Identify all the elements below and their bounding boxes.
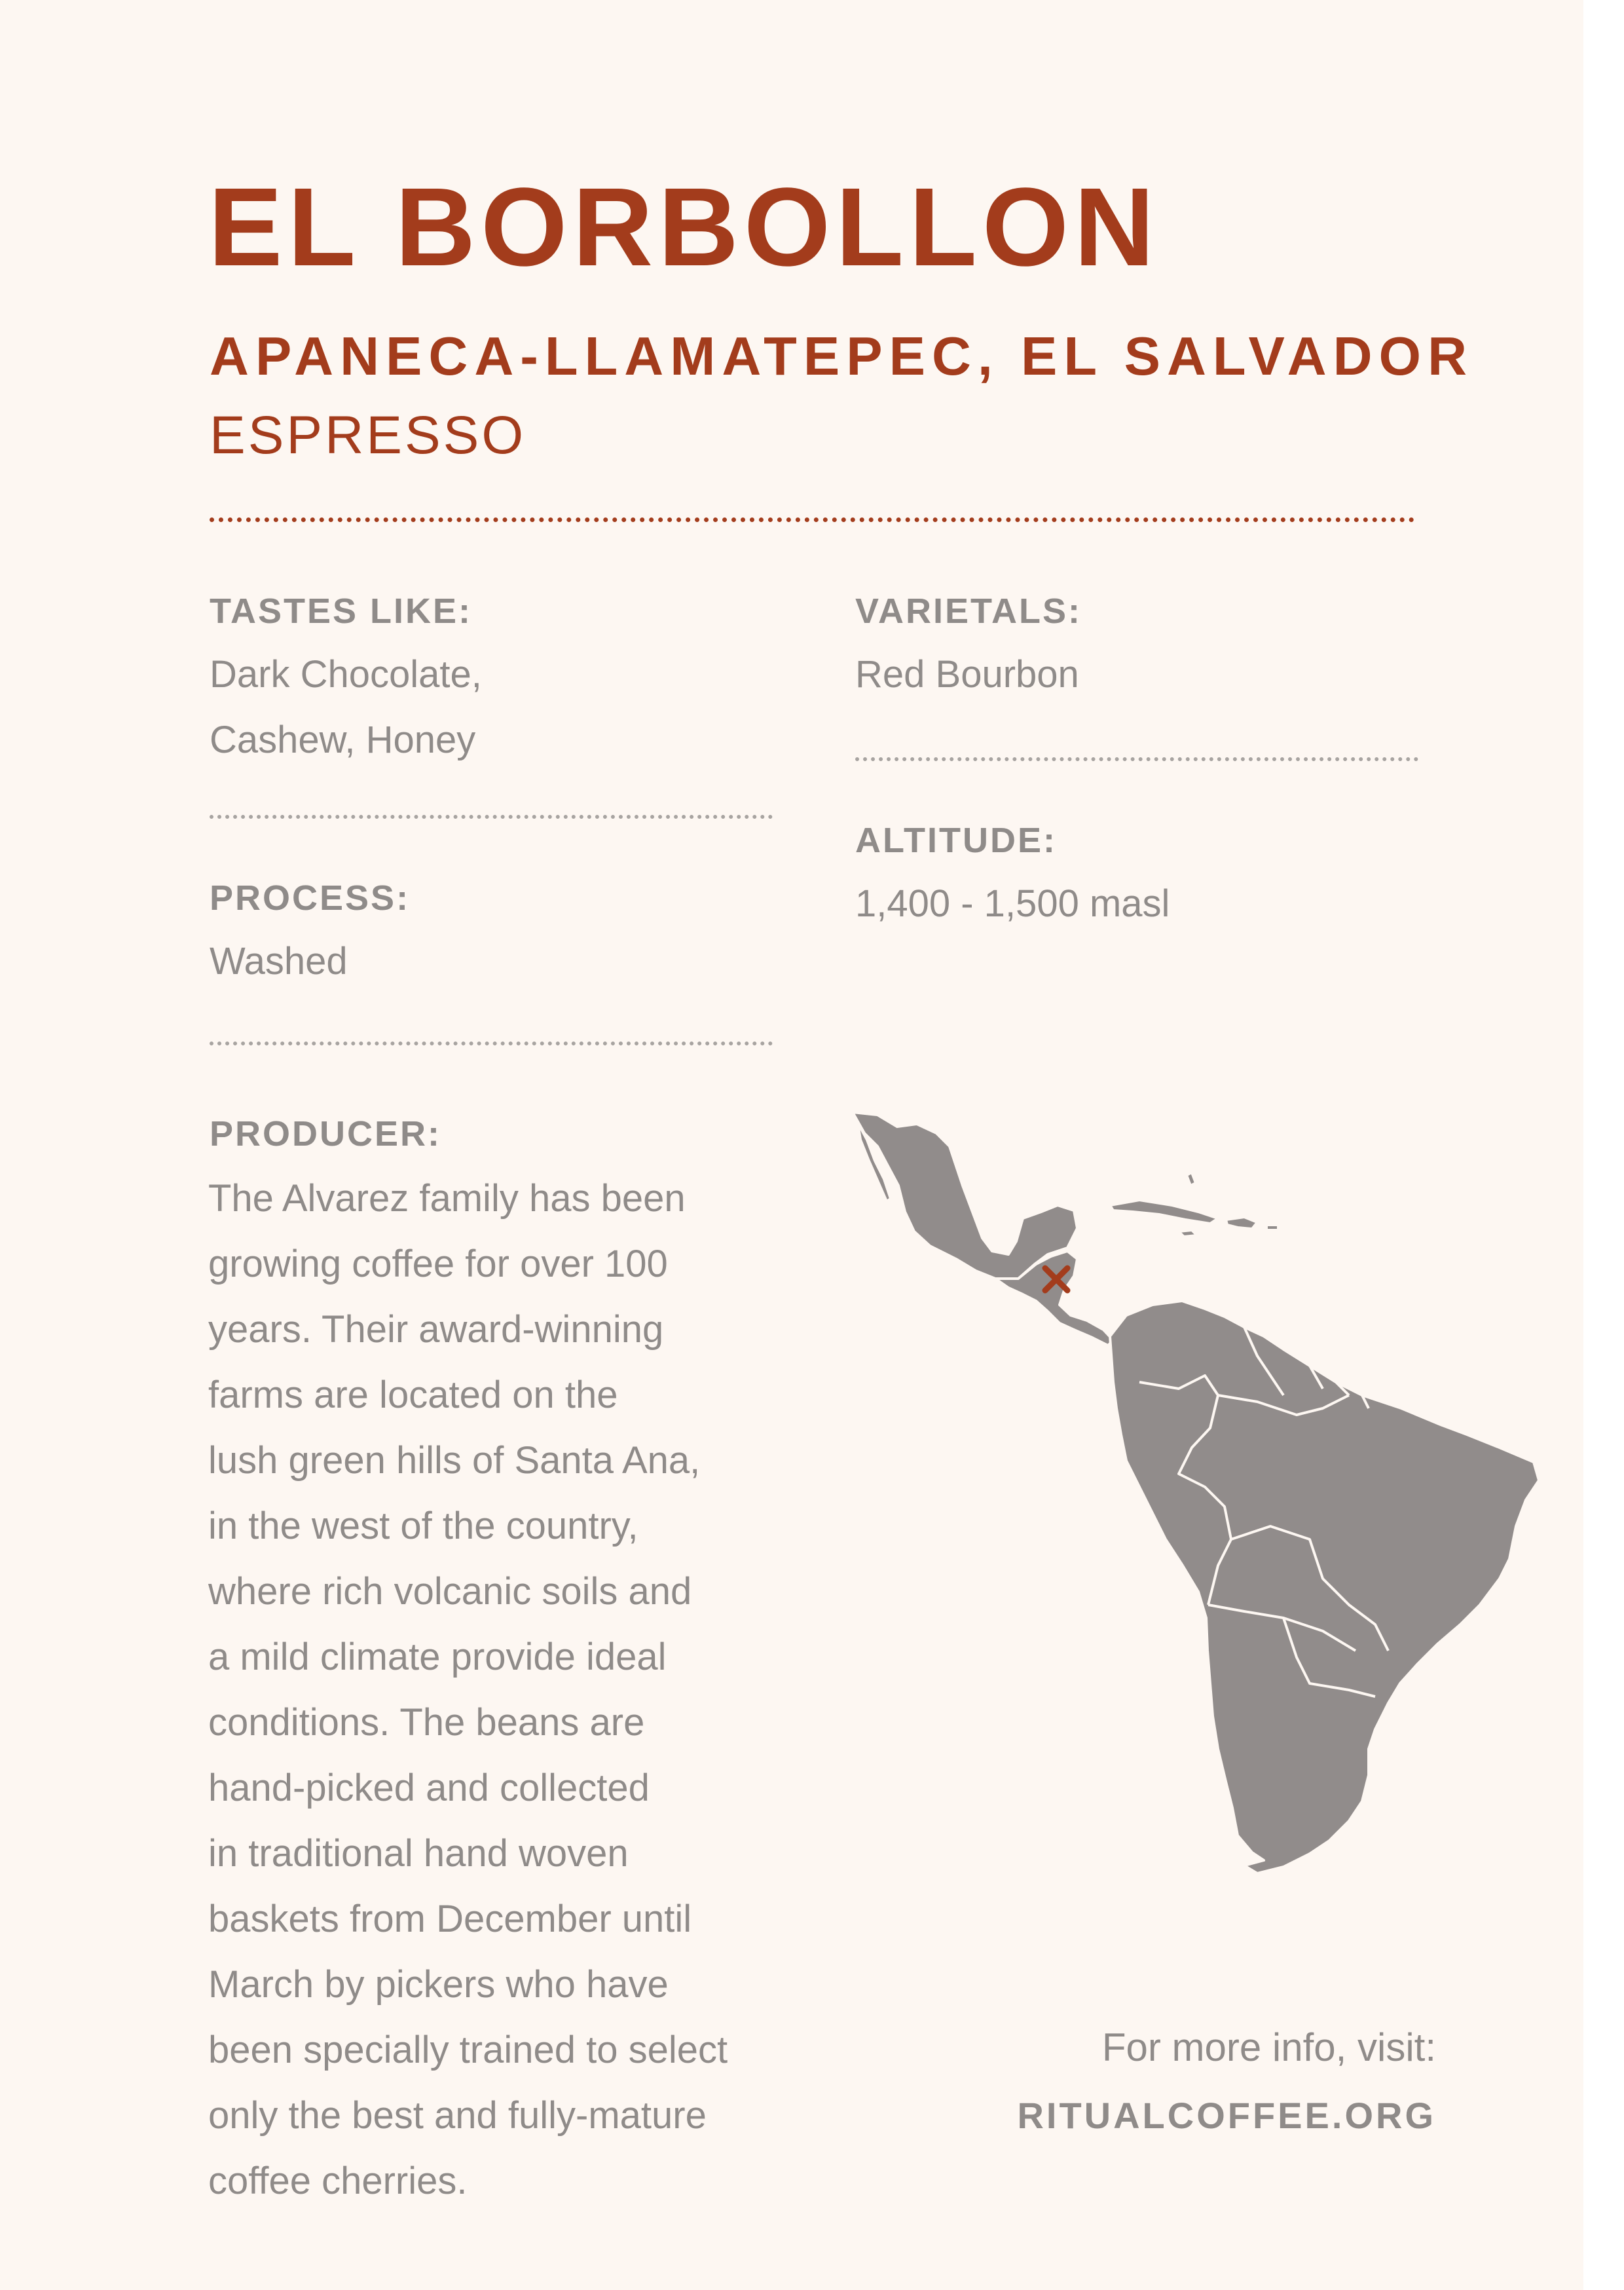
producer-line: baskets from December until — [208, 1898, 692, 1940]
bahamas-shape — [1187, 1173, 1196, 1186]
tastes-like-value — [210, 642, 482, 773]
producer-line: lush green hills of Santa Ana, — [208, 1439, 701, 1482]
roast-type: ESPRESSO — [210, 405, 526, 465]
altitude-label: ALTITUDE: — [855, 821, 1057, 860]
tastes-like-line: Dark Chocolate, — [210, 653, 482, 696]
producer-description — [208, 1166, 824, 2214]
producer-line: growing coffee for over 100 — [208, 1243, 668, 1285]
process-label: PROCESS: — [210, 878, 411, 918]
latin-america-map — [851, 1107, 1545, 1893]
puerto-rico-shape — [1266, 1225, 1278, 1230]
producer-line: been specially trained to select — [208, 2029, 728, 2071]
producer-line: The Alvarez family has been — [208, 1177, 686, 1220]
varietals-label: VARIETALS: — [855, 591, 1082, 631]
producer-line: conditions. The beans are — [208, 1701, 645, 1744]
website-link[interactable]: RITUALCOFFEE.ORG — [1017, 2095, 1436, 2136]
origin-subtitle: APANECA-LLAMATEPEC, EL SALVADOR — [210, 326, 1474, 386]
producer-line: in the west of the country, — [208, 1505, 638, 1547]
varietals-value: Red Bourbon — [855, 653, 1079, 696]
header-divider — [210, 517, 1414, 522]
process-value: Washed — [210, 940, 348, 983]
varietals-divider — [855, 757, 1418, 761]
altitude-value: 1,400 - 1,500 masl — [855, 882, 1170, 925]
process-divider — [210, 1042, 773, 1045]
producer-line: in traditional hand woven — [208, 1832, 629, 1875]
coffee-title: EL BORBOLLON — [208, 165, 1160, 290]
producer-line: years. Their award-winning — [208, 1308, 664, 1351]
hispaniola-shape — [1226, 1217, 1257, 1229]
tastes-like-label: TASTES LIKE: — [210, 591, 473, 631]
producer-line: hand-picked and collected — [208, 1767, 650, 1809]
cuba-shape — [1110, 1200, 1218, 1224]
producer-line: farms are located on the — [208, 1374, 618, 1416]
tastes-divider — [210, 815, 773, 819]
producer-line: March by pickers who have — [208, 1963, 669, 2006]
producer-line: coffee cherries. — [208, 2160, 468, 2202]
producer-line: only the best and fully-mature — [208, 2094, 707, 2137]
producer-line: where rich volcanic soils and — [208, 1570, 692, 1613]
more-info-text: For more info, visit: — [1101, 2025, 1436, 2069]
tastes-like-line: Cashew, Honey — [210, 719, 476, 761]
producer-label: PRODUCER: — [210, 1114, 442, 1154]
producer-line: a mild climate provide ideal — [208, 1636, 667, 1678]
jamaica-shape — [1179, 1230, 1197, 1237]
